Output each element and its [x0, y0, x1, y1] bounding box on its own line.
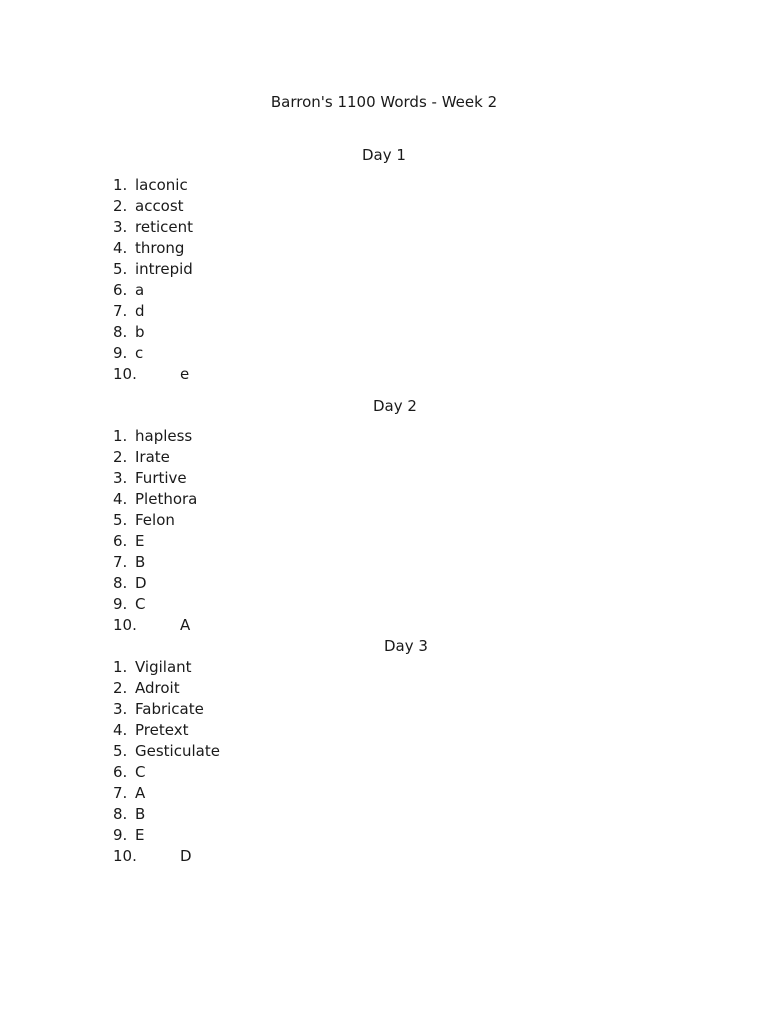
item-answer: c	[135, 344, 144, 362]
item-answer: d	[135, 302, 145, 320]
item-answer: e	[180, 365, 190, 383]
item-answer: C	[135, 763, 146, 781]
item-answer: Felon	[135, 511, 175, 529]
item-number: 10.	[113, 365, 137, 383]
item-number: 9.	[113, 595, 128, 613]
item-answer: Pretext	[135, 721, 189, 739]
item-number: 1.	[113, 427, 128, 445]
item-number: 5.	[113, 742, 128, 760]
item-answer: Irate	[135, 448, 170, 466]
item-number: 6.	[113, 532, 128, 550]
item-number: 1.	[113, 176, 128, 194]
day-1-heading: Day 1	[362, 146, 406, 164]
item-answer: accost	[135, 197, 184, 215]
item-number: 3.	[113, 469, 128, 487]
item-number: 7.	[113, 784, 128, 802]
item-number: 7.	[113, 553, 128, 571]
item-answer: Plethora	[135, 490, 198, 508]
document-title: Barron's 1100 Words - Week 2	[270, 93, 498, 111]
item-number: 4.	[113, 239, 128, 257]
item-number: 4.	[113, 490, 128, 508]
item-answer: Vigilant	[135, 658, 192, 676]
item-number: 10.	[113, 847, 137, 865]
item-answer: Fabricate	[135, 700, 204, 718]
item-number: 2.	[113, 679, 128, 697]
item-number: 5.	[113, 511, 128, 529]
day-3-heading: Day 3	[384, 637, 428, 655]
item-number: 3.	[113, 218, 128, 236]
item-number: 8.	[113, 574, 128, 592]
item-answer: E	[135, 826, 145, 844]
item-answer: reticent	[135, 218, 193, 236]
item-answer: intrepid	[135, 260, 193, 278]
item-number: 1.	[113, 658, 128, 676]
item-number: 6.	[113, 281, 128, 299]
item-answer: A	[135, 784, 146, 802]
item-answer: D	[135, 574, 147, 592]
item-number: 4.	[113, 721, 128, 739]
item-answer: hapless	[135, 427, 193, 445]
item-answer: D	[180, 847, 192, 865]
item-answer: b	[135, 323, 145, 341]
item-answer: B	[135, 805, 146, 823]
item-number: 2.	[113, 448, 128, 466]
item-number: 2.	[113, 197, 128, 215]
item-answer: Furtive	[135, 469, 187, 487]
item-answer: Gesticulate	[135, 742, 220, 760]
item-answer: throng	[135, 239, 185, 257]
item-answer: E	[135, 532, 145, 550]
item-number: 7.	[113, 302, 128, 320]
item-number: 5.	[113, 260, 128, 278]
item-number: 6.	[113, 763, 128, 781]
item-number: 3.	[113, 700, 128, 718]
item-number: 10.	[113, 616, 137, 634]
day-2-heading: Day 2	[373, 397, 417, 415]
item-answer: C	[135, 595, 146, 613]
item-answer: laconic	[135, 176, 188, 194]
item-answer: Adroit	[135, 679, 180, 697]
item-number: 8.	[113, 323, 128, 341]
item-answer: A	[180, 616, 191, 634]
item-number: 9.	[113, 826, 128, 844]
item-number: 9.	[113, 344, 128, 362]
item-number: 8.	[113, 805, 128, 823]
item-answer: B	[135, 553, 146, 571]
item-answer: a	[135, 281, 145, 299]
